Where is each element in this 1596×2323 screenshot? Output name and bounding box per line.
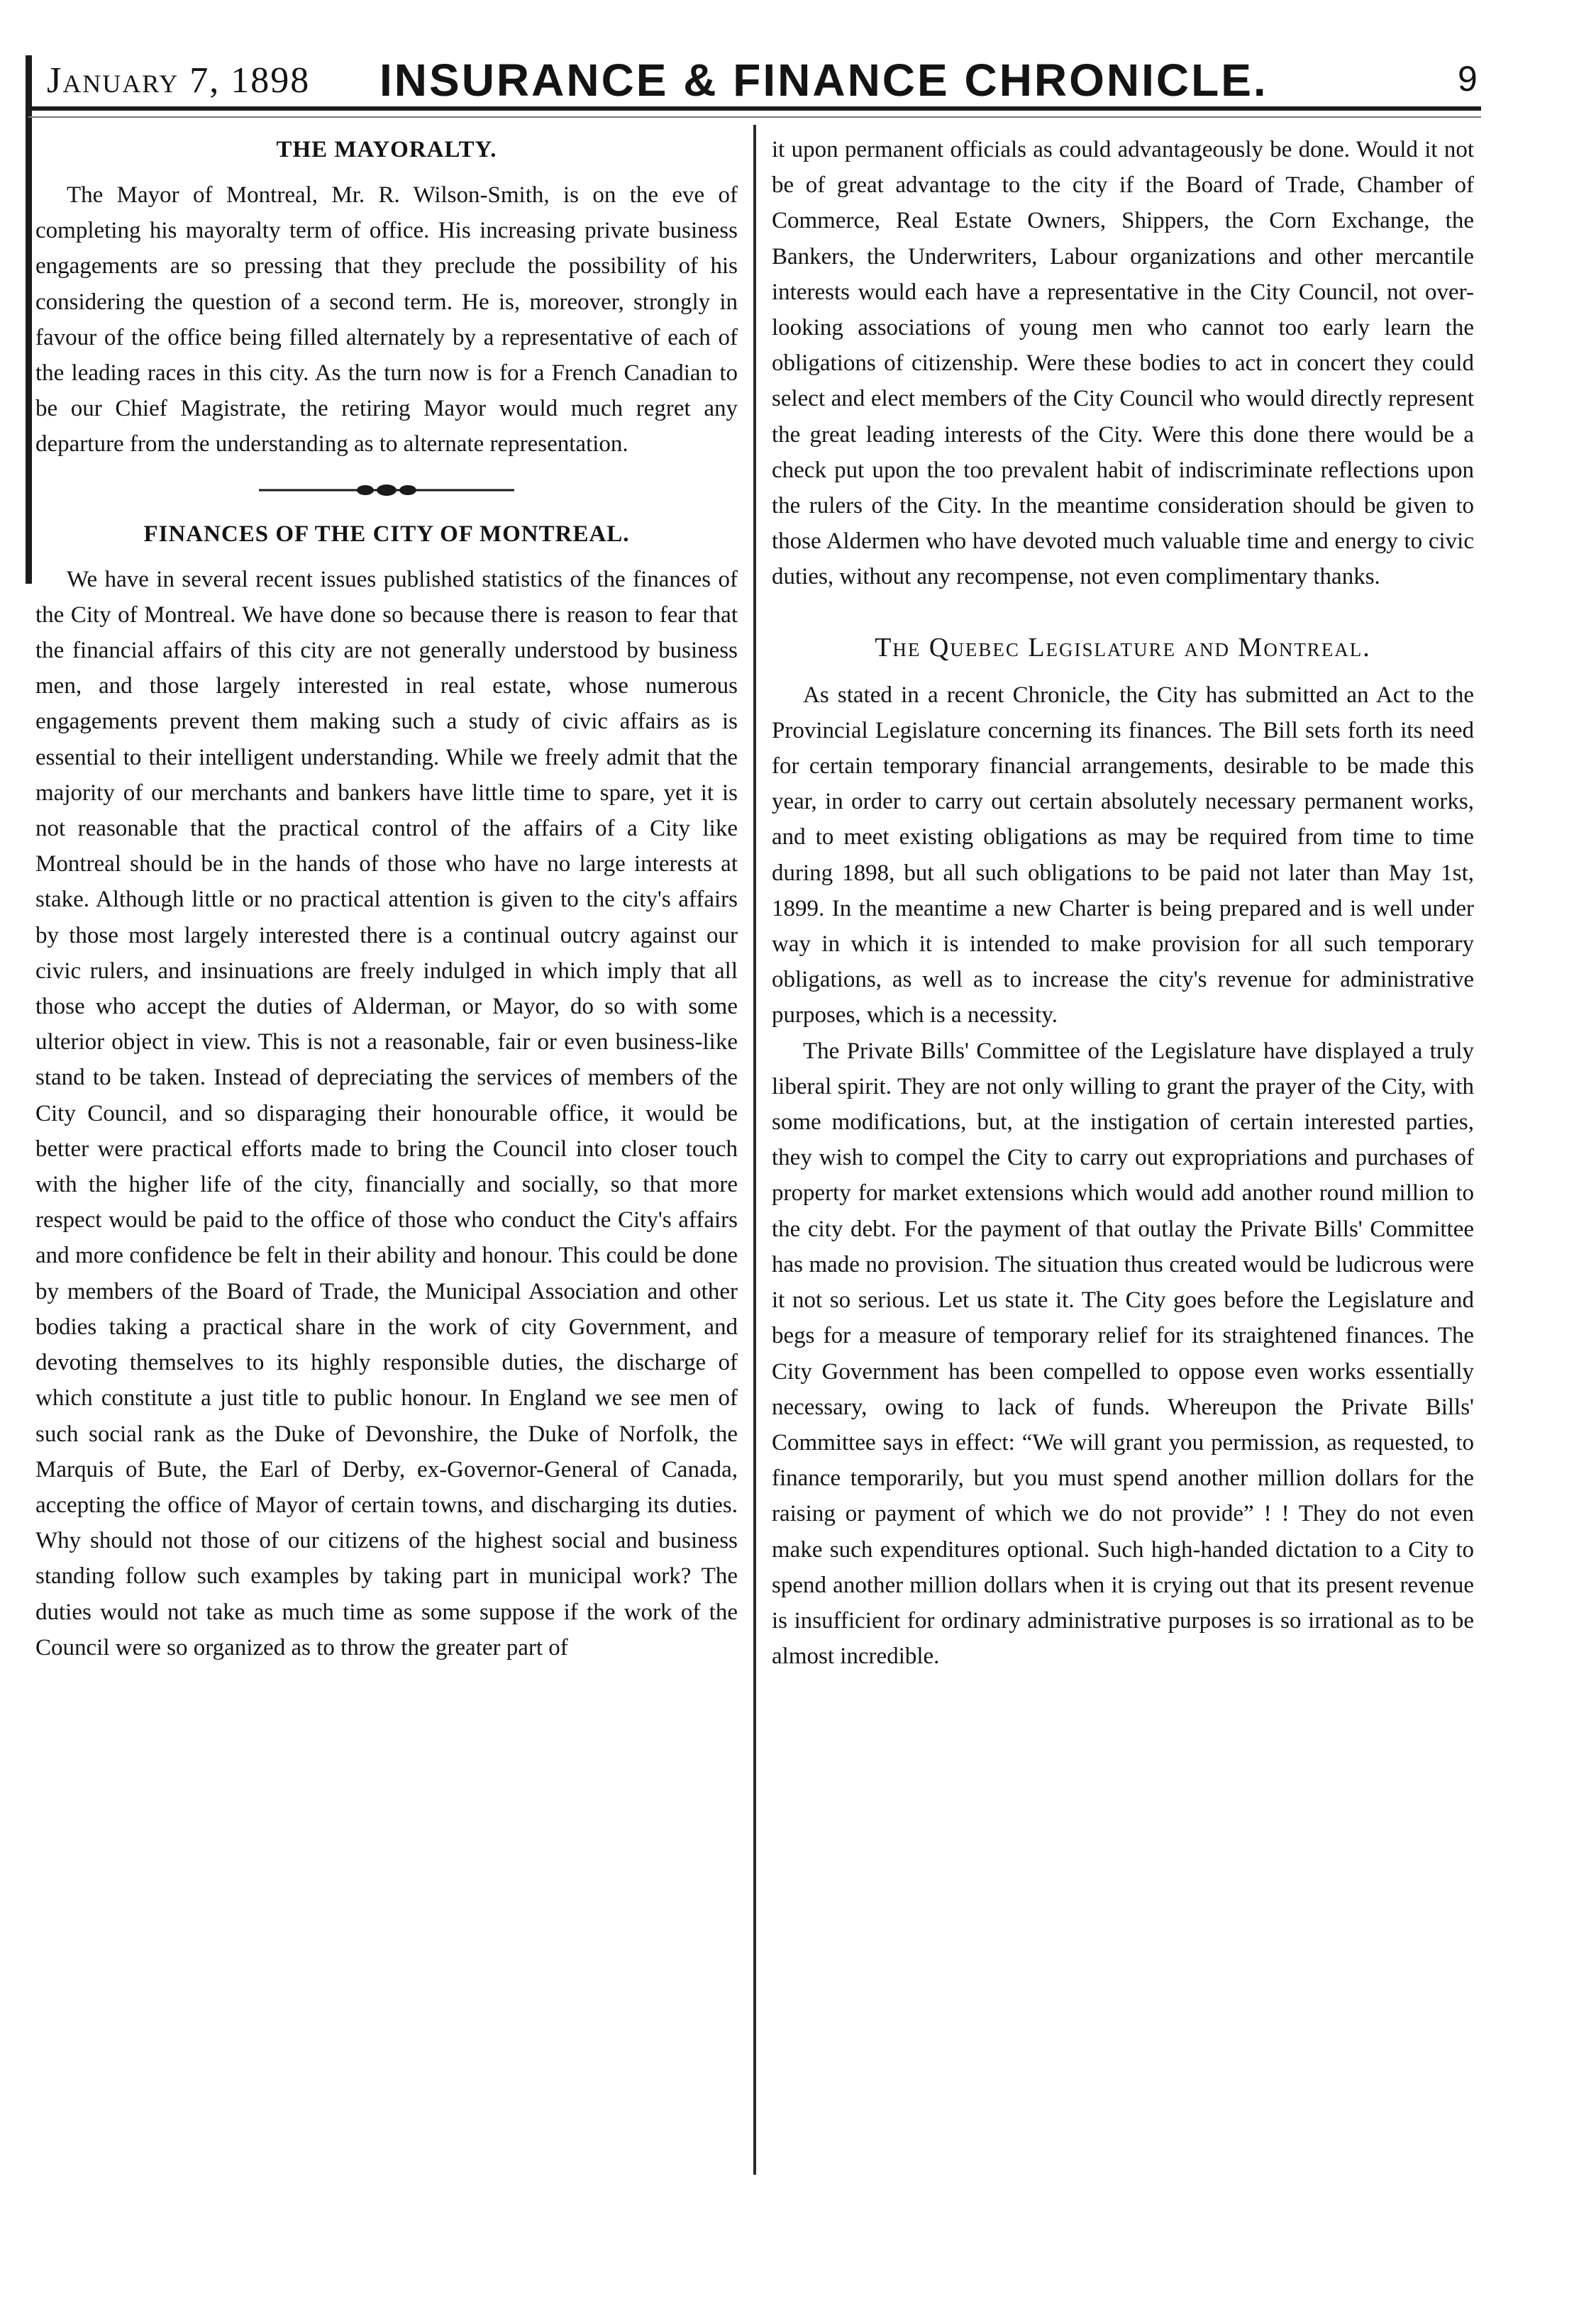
legislature-heading: The Quebec Legislature and Montreal. (875, 632, 1371, 662)
legislature-paragraph: As stated in a recent Chronicle, the City has submitted an Act to the Provincial Legislature concerning its finances. The Bill sets forth its need for certain temporary financial arrangements, desirable to be made this year, in order to carry out certain absolutely necessary permanent works, and to meet existing obligations as may be required from time to time during 1898, but all such obligations to be paid not later than May 1st, 1899. In the meantime a new Charter is being prepared and is well under way in which it is intended to make provision for all such temporary obligations, as well as to increase the city's revenue for administrative purposes, which is a necessity. (772, 682, 1474, 1029)
publication-title: INSURANCE & FINANCE CHRONICLE. (379, 55, 1268, 106)
finances-paragraph-continued: it upon permanent officials as could advantageously be done. Would it not be of great advantage to the city if the Board of Trade, Chamber of Commerce, Real Estate Owners, Shippers, the Corn Exchange, the Bankers, the Underwriters, Labour organizations and other mercantile interests would each have a representative in the City Council, not over-looking associations of young men who cannot too early learn the obligations of citizenship. Were these bodies to act in concert they could select and elect members of the City Council who would directly represent the great leading interests of the City. Were this done there would be a check put upon the too prevalent habit of indiscriminate reflections upon the rulers of the City. In the meantime consideration should be given to those Aldermen who have devoted much valuable time and energy to civic duties, without any recompense, not even complimentary thanks. (772, 137, 1474, 590)
column-divider (753, 125, 756, 2175)
mayoralty-paragraph: The Mayor of Montreal, Mr. R. Wilson-Smith, is on the eve of completing his mayoralty term of office. His increasing private business engagements are so pressing that they preclude the possibility of his considering the question of a second term. He is, moreover, strongly in favour of the office being filled alternately by a representative of each of the leading races in this city. As the turn now is for a French Canadian to be our Chief Magistrate, the retiring Mayor would much regret any departure from the understanding as to alternate representation. (35, 182, 738, 458)
running-header (28, 51, 1483, 106)
right-column (772, 132, 1474, 1674)
finances-paragraph: We have in several recent issues published statistics of the finances of the City of Montreal. We have done so because there is reason to fear that the financial affairs of this city are not generally understood by business men, and those largely interested in real estate, whose numerous engagements prevent them making such a study of civic affairs as is essential to their intelligent understanding. While we freely admit that the majority of our merchants and bankers have little time to spare, yet it is not reasonable that the practical control of the affairs of a City like Montreal should be in the hands of those who have no large interests at stake. Although little or no practical attention is given to the city's affairs by those most largely interested there is a continual outcry against our civic rulers, and insinuations are freely indulged in which imply that all those who accept the duties of Alderman, or Mayor, do so with some ulterior object in view. This is not a reasonable, fair or even business-like stand to be taken. Instead of depreciating the services of members of the City Council, and so disparaging their honourable office, it would be better were practical efforts made to bring the Council into closer touch with the higher life of the city, financially and socially, so that more respect would be paid to the office of those who conduct the City's affairs and more confidence be felt in their ability and honour. This could be done by members of the Board of Trade, the Municipal Association and other bodies taking a practical share in the work of city Government, and devoting themselves to its highly responsible duties, the discharge of which constitute a just title to public honour. In England we see men of such social rank as the Duke of Devonshire, the Duke of Norfolk, the Marquis of Bute, the Earl of Derby, ex-Governor-General of Canada, accepting the office of Mayor of certain towns, and discharging its duties. Why should not those of our citizens of the highest social and business standing follow such examples by taking part in municipal work? The duties would not take as much time as some suppose if the work of the Council were so organized as to throw the greater part of (35, 566, 738, 1661)
issue-date: January 7, 1898 (47, 60, 311, 101)
legislature-paragraph: The Private Bills' Committee of the Legislature have displayed a truly liberal spirit. They are not only willing to grant the prayer of the City, with some modifications, but, at the instigation of certain interested parties, they wish to compel the City to carry out expropriations and purchases of property for market extensions which would add another round million to the city debt. For the payment of that outlay the Private Bills' Committee has made no provision. The situation thus created would be ludicrous were it not so serious. Let us state it. The City goes before the Legislature and begs for a measure of temporary relief for its straightened finances. The City Government has been compelled to oppose even works essentially necessary, owing to lack of funds. Whereupon the Private Bills' Committee says in effect: “We will grant you permission, as requested, to finance temporarily, but you must spend another million dollars for the raising or payment of which we do not provide” ! ! They do not even make such expenditures optional. Such high-handed dictation to a City to spend another million dollars when it is crying out that its present revenue is insufficient for ordinary administrative purposes is so irrational as to be almost incredible. (772, 1038, 1474, 1670)
mayoralty-heading: THE MAYORALTY. (276, 137, 497, 162)
page-number: 9 (1458, 59, 1478, 99)
section-ornament (259, 484, 514, 497)
header-rule (28, 106, 1481, 111)
finances-heading: FINANCES OF THE CITY OF MONTREAL. (143, 521, 630, 547)
header-rule-thin (28, 116, 1481, 118)
binding-edge (26, 55, 32, 584)
left-column (35, 132, 738, 1665)
